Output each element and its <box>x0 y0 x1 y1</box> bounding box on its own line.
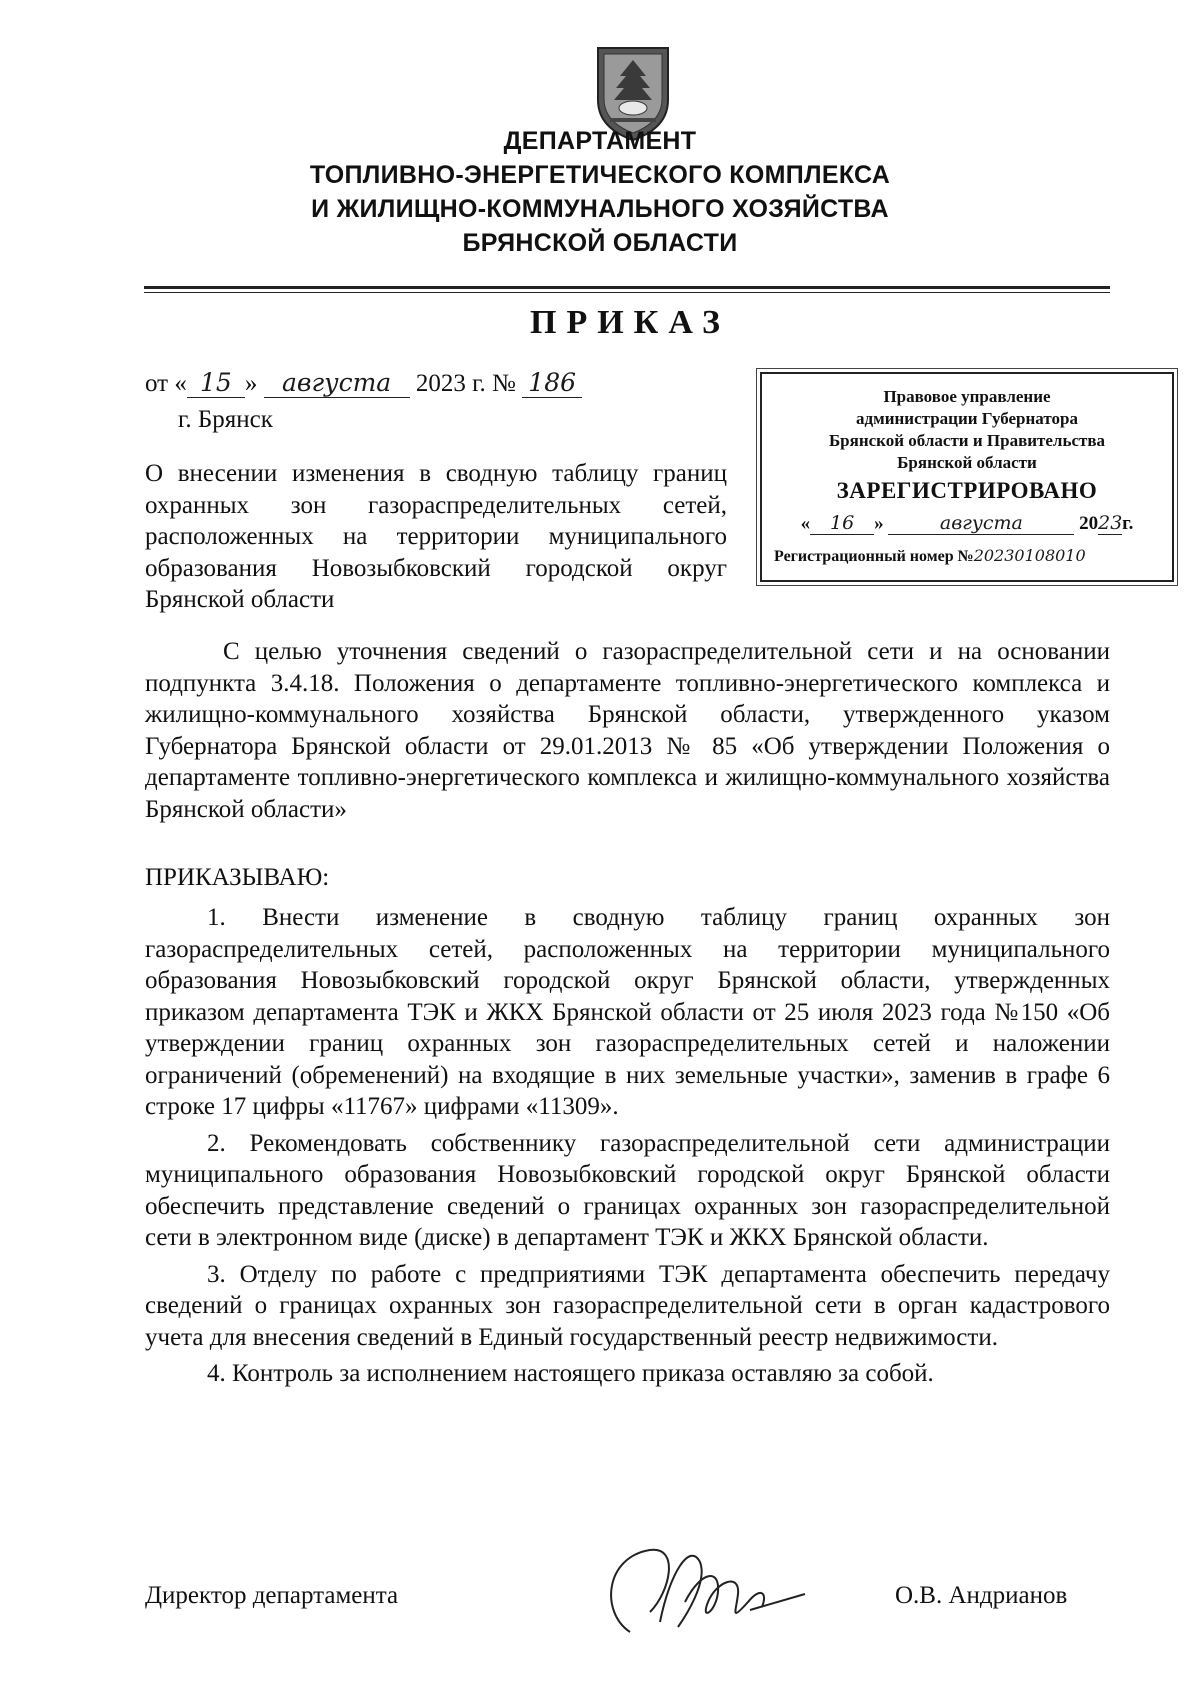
stamp-line-2: администрации Губернатора <box>856 409 1078 428</box>
header-divider-thick <box>144 286 1110 289</box>
order-item-1: 1. Внести изменение в сводную таблицу границ охранных зон газораспределительных сетей, расположенных на территории муниципального образования Новозыбковский городской округ Брянской области, утвержденных приказом департамента ТЭК и ЖКХ Брянской области от 25 июля 2023 года №150 «Об утверждении границ охранных зон газораспределительных сетей и наложении ограничений (обременений) на входящие в них земельные участки», заменив в графе 6 строке 17 цифры «11767» цифрами «11309». <box>145 904 1110 1120</box>
order-items <box>145 902 1110 1390</box>
date-year-number-label: 2023 г. № <box>415 370 516 397</box>
stamp-registered: ЗАРЕГИСТРИРОВАНО <box>836 478 1098 503</box>
document-title: ПРИКАЗ <box>530 304 730 341</box>
date-month: августа <box>264 369 410 398</box>
stamp-day-open: « <box>800 513 811 534</box>
stamp-year-suffix: 23 <box>1098 512 1123 534</box>
header-line-3: И ЖИЛИЩНО-КОММУНАЛЬНОГО ХОЗЯЙСТВА <box>311 195 889 223</box>
stamp-line-4: Брянской области <box>897 453 1037 472</box>
stamp-year-prefix: 20 <box>1079 513 1099 534</box>
intro-block <box>145 636 1110 825</box>
stamp-line-1: Правовое управление <box>883 387 1051 406</box>
order-item-3: 3. Отделу по работе с предприятиями ТЭК департамента обеспечить передачу сведений о границах охранных зон газораспределительной сети в орган кадастрового учета для внесения сведений в Единый государственный реестр недвижимости. <box>145 1260 1110 1351</box>
date-day: 15 <box>187 369 245 398</box>
header-divider-thin <box>144 292 1110 293</box>
header-line-1: ДЕПАРТАМЕНТ <box>503 127 697 155</box>
signatory-role: Директор департамента <box>145 1582 399 1609</box>
header-line-2: ТОПЛИВНО-ЭНЕРГЕТИЧЕСКОГО КОМПЛЕКСА <box>309 161 891 189</box>
city: г. Брянск <box>178 406 273 433</box>
registration-stamp <box>760 372 1174 582</box>
handwritten-signature <box>590 1532 840 1642</box>
order-number: 186 <box>522 369 582 398</box>
header-line-4: БРЯНСКОЙ ОБЛАСТИ <box>462 229 738 257</box>
date-mid: » <box>244 370 258 397</box>
intro-paragraph: С целью уточнения сведений о газораспределительной сети и на основании подпункта 3.4.18. Положения о департаменте топливно-энергетического комплекса и жилищно-коммунального хозяйства Брянской области, утвержденного указом Губернатора Брянской области от 29.01.2013 № 85 «Об утверждении Положения о департаменте топливно-энергетического комплекса и жилищно-коммунального хозяйства Брянской области» <box>145 638 1110 823</box>
stamp-registration-number <box>762 545 1172 568</box>
stamp-day: 16 <box>810 512 874 535</box>
stamp-year-unit: г. <box>1122 513 1134 534</box>
stamp-day-close: » <box>874 513 884 534</box>
stamp-regnum-label: Регистрационный номер № <box>774 548 974 565</box>
stamp-line-3: Брянской области и Правительства <box>828 431 1106 450</box>
order-subject: О внесении изменения в сводную таблицу границ охранных зон газораспределительных сетей, расположенных на территории муниципального образования Новозыбковский городской округ Брянской области <box>145 460 727 613</box>
department-header <box>200 124 1000 260</box>
stamp-regnum-value: 20230108010 <box>973 546 1086 565</box>
signatory-name: О.В. Андрианов <box>895 1582 1068 1609</box>
stamp-month: августа <box>888 512 1074 535</box>
date-prefix: от « <box>145 370 187 397</box>
order-item-2: 2. Рекомендовать собственнику газораспределительной сети администрации муниципального образования Новозыбковский городской округ Брянской области обеспечить представление сведений о границах охранных зон газораспределительной сети в электронном виде (диске) в департамент ТЭК и ЖКХ Брянской области. <box>145 1129 1110 1251</box>
order-item-4: 4. Контроль за исполнением настоящего приказа оставляю за собой. <box>207 1360 934 1387</box>
stamp-date <box>762 512 1172 535</box>
date-line <box>145 368 582 400</box>
order-word: ПРИКАЗЫВАЮ: <box>145 864 330 891</box>
